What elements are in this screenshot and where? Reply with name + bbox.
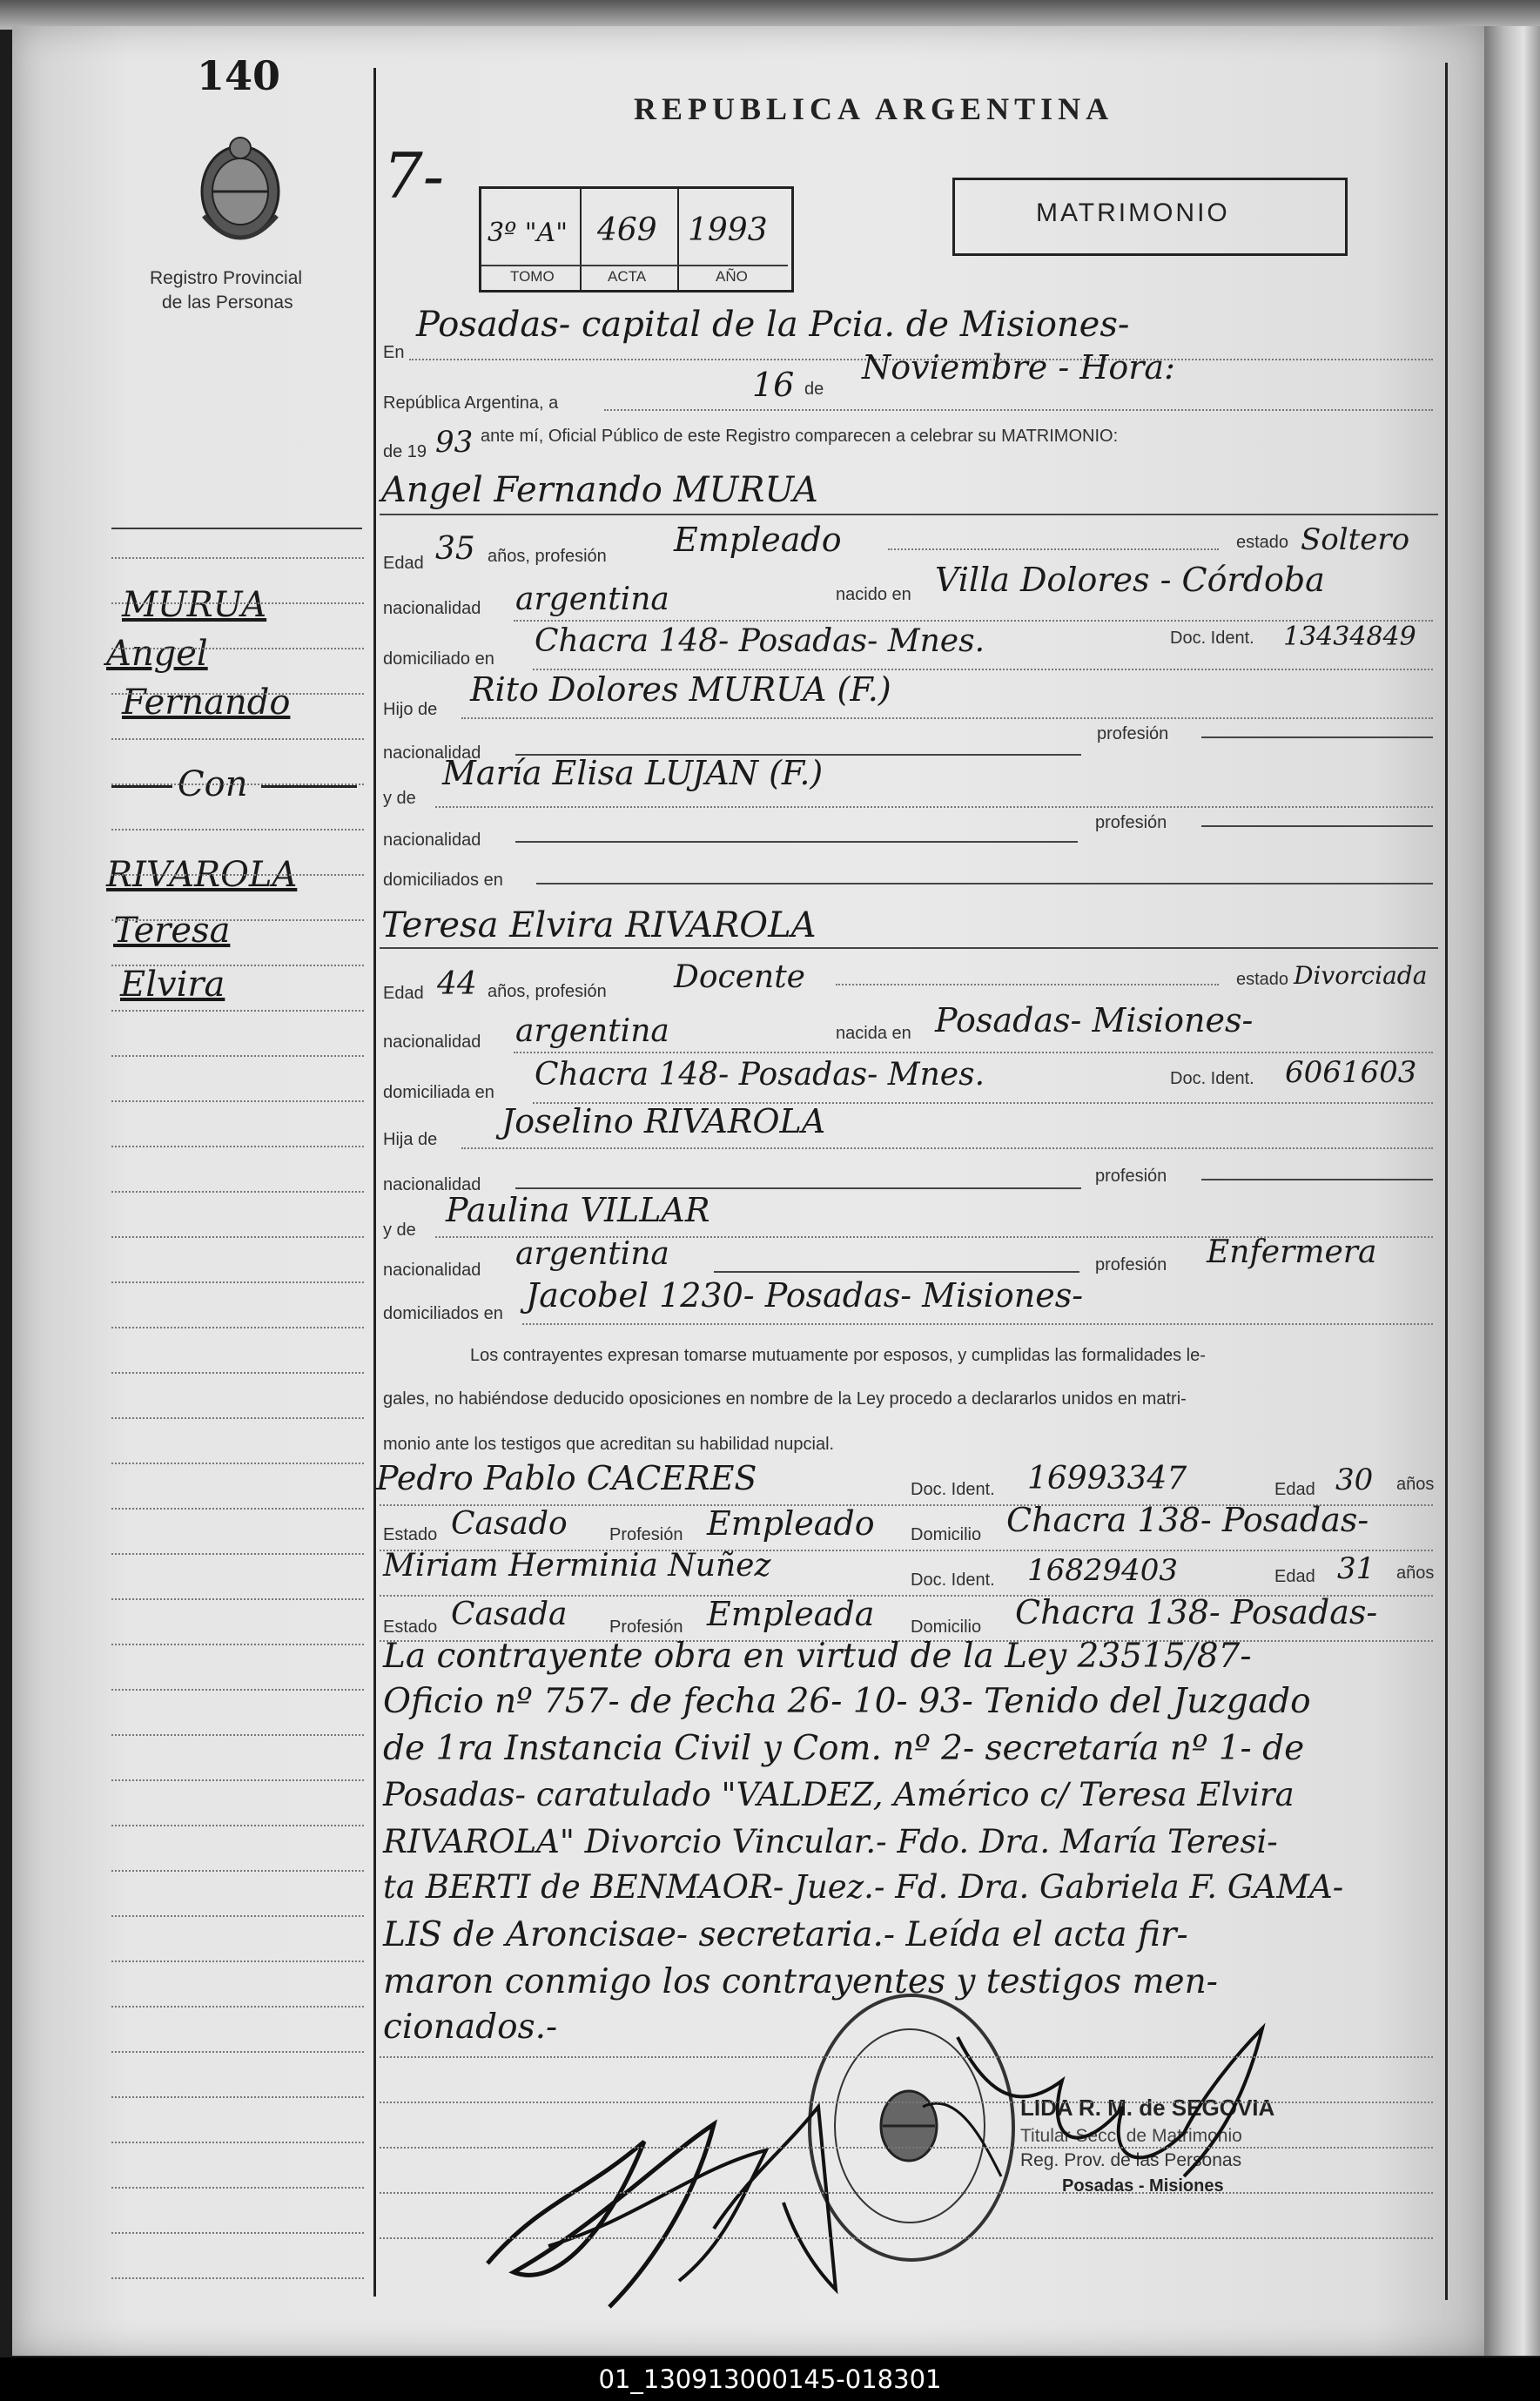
margin-ledger-line [111, 829, 364, 831]
note-line-9: cionados.- [383, 2008, 558, 2047]
witness-1-age: 30 [1335, 1463, 1374, 1497]
bride-profession: Docente [674, 959, 805, 995]
bride-estado-label: estado [1236, 970, 1289, 989]
rule [522, 1323, 1433, 1325]
bride-mother-profession: Enfermera [1207, 1234, 1377, 1270]
stamp-line-3: Reg. Prov. de las Personas [1020, 2150, 1242, 2170]
place-value: Posadas- capital de la Pcia. de Misiones- [416, 305, 1130, 345]
bride-nacionalidad-label: nacionalidad [383, 1032, 481, 1052]
witness-2-profession: Empleada [707, 1595, 875, 1633]
margin-ledger-line [111, 1055, 364, 1057]
rule [1201, 1179, 1433, 1180]
margin-ledger-line [111, 1779, 364, 1781]
groom-doc: 13434849 [1283, 622, 1416, 652]
groom-doc-label: Doc. Ident. [1170, 629, 1254, 648]
bride-father: Joselino RIVAROLA [501, 1102, 826, 1140]
appear-text: ante mí, Oficial Público de este Registro comparecen a celebrar su MATRIMONIO: [481, 427, 1119, 446]
registry-name-line1: Registro Provincial [150, 268, 303, 288]
groom-father: Rito Dolores MURUA (F.) [470, 670, 891, 709]
witness-1-doc: 16993347 [1027, 1461, 1187, 1496]
margin-ledger-line [111, 557, 364, 559]
margin-ledger-line [111, 874, 364, 876]
stamp-line-1: LIDA R. M. de SEGOVIA [1020, 2095, 1275, 2121]
bride-anos-profesion-label: años, profesión [488, 982, 607, 1001]
note-line-6: ta BERTI de BENMAOR- Juez.- Fd. Dra. Gabriela F. GAMA- [383, 1868, 1344, 1906]
margin-connector: Con [178, 764, 248, 804]
margin-groom-surname: MURUA [122, 585, 267, 625]
bride-doc-label: Doc. Ident. [1170, 1069, 1254, 1088]
margin-ledger-line [111, 1644, 364, 1645]
tomo-value: 3º "A" [488, 218, 568, 248]
witness-1-domicilio-label: Domicilio [911, 1525, 982, 1544]
margin-groom-given1: Angel [106, 634, 208, 674]
margin-ledger-line [111, 1960, 364, 1962]
bride-profesion-label-2: profesión [1095, 1255, 1167, 1274]
bride-profesion-label: profesión [1095, 1167, 1167, 1186]
declaration-line-3: monio ante los testigos que acreditan su habilidad nupcial. [383, 1435, 835, 1454]
groom-civil-status: Soltero [1301, 522, 1410, 557]
witness-2-status: Casada [451, 1597, 568, 1632]
groom-name: Angel Fernando MURUA [381, 470, 818, 510]
stamp-line-4: Posadas - Misiones [1062, 2176, 1224, 2196]
margin-ledger-line [111, 602, 364, 604]
groom-nacido-label: nacido en [836, 585, 911, 604]
note-line-7: LIS de Aroncisae- secretaria.- Leída el acta fir- [383, 1915, 1188, 1954]
body-ledger-line [380, 2237, 1433, 2239]
groom-hijo-label: Hijo de [383, 700, 438, 719]
groom-nationality: argentina [515, 582, 669, 617]
margin-ledger-line [111, 2142, 364, 2143]
top-edge [0, 0, 1540, 30]
margin-ledger-line [111, 965, 364, 966]
rule [1201, 736, 1433, 738]
margin-ledger-line [111, 1915, 364, 1917]
rule [515, 1187, 1081, 1189]
coat-of-arms-icon [186, 129, 294, 251]
groom-domiciliado-label: domiciliado en [383, 649, 494, 669]
margin-ledger-line [111, 1734, 364, 1736]
body-ledger-line [380, 2056, 1433, 2058]
groom-nacionalidad-label-3: nacionalidad [383, 831, 481, 850]
note-line-4: Posadas- caratulado "VALDEZ, Américo c/ Teresa Elvira [383, 1776, 1295, 1813]
month-value: Noviembre - Hora: [862, 348, 1175, 387]
note-line-3: de 1ra Instancia Civil y Com. nº 2- secretaría nº 1- de [383, 1729, 1305, 1768]
record-type: MATRIMONIO [1036, 198, 1230, 227]
bride-age: 44 [437, 966, 477, 1002]
body-ledger-line [380, 2192, 1433, 2194]
registry-name-line2: de las Personas [162, 293, 293, 313]
witness-1-status: Casado [451, 1506, 568, 1542]
box-divider-1 [580, 186, 582, 291]
folio-number: 140 [197, 52, 281, 99]
witness-2-anos-label: años [1396, 1564, 1435, 1583]
groom-edad-label: Edad [383, 554, 424, 573]
margin-ledger-line [111, 2187, 364, 2189]
bride-parents-address: Jacobel 1230- Posadas- Misiones- [526, 1276, 1084, 1315]
margin-ledger-line [111, 1010, 364, 1012]
bride-birthplace: Posadas- Misiones- [935, 1001, 1254, 1039]
note-line-5: RIVAROLA" Divorcio Vincular.- Fdo. Dra. María Teresi- [383, 1823, 1278, 1860]
groom-anos-profesion-label: años, profesión [488, 547, 607, 566]
tomo-label: TOMO [510, 268, 555, 285]
bride-hija-label: Hija de [383, 1130, 438, 1149]
margin-ledger-line [111, 2051, 364, 2053]
witness-2-name: Miriam Herminia Nuñez [383, 1548, 771, 1584]
groom-mother: María Elisa LUJAN (F.) [442, 754, 824, 792]
margin-ledger-line [111, 919, 364, 921]
margin-bride-given2: Elvira [120, 965, 225, 1005]
witness-1-edad-label: Edad [1274, 1480, 1315, 1499]
margin-ledger-line [111, 1100, 364, 1102]
rule [604, 409, 1433, 411]
groom-birthplace: Villa Dolores - Córdoba [935, 561, 1325, 599]
witness-1-profession: Empleado [707, 1504, 875, 1543]
margin-mark: 7- [383, 139, 445, 212]
margin-ledger-line [111, 1327, 364, 1328]
witness-1-estado-label: Estado [383, 1525, 438, 1544]
margin-ledger-line [111, 1236, 364, 1238]
rule [435, 806, 1433, 808]
margin-ledger-line [111, 2232, 364, 2234]
acta-value: 469 [597, 212, 657, 248]
anio-value: 1993 [688, 212, 768, 248]
image-code: 01_130913000145-018301 [0, 2357, 1540, 2401]
margin-ledger-line [111, 648, 364, 649]
margin-ledger-line [111, 2006, 364, 2008]
margin-ledger-line [111, 1281, 364, 1283]
margin-bride-surname: RIVAROLA [106, 855, 298, 895]
groom-yde-label: y de [383, 789, 416, 808]
day-value: 16 [752, 366, 795, 404]
anio-label: AÑO [716, 268, 748, 285]
margin-ledger-line [111, 1553, 364, 1555]
witness-1-address: Chacra 138- Posadas- [1006, 1501, 1369, 1539]
rule [836, 984, 1219, 985]
year-value: 93 [435, 425, 474, 460]
bride-yde-label: y de [383, 1221, 416, 1240]
bride-nacionalidad-label-3: nacionalidad [383, 1261, 481, 1280]
margin-ledger-line [111, 1191, 364, 1193]
body-ledger-line [380, 2102, 1433, 2103]
signatures-drawing [435, 2002, 1410, 2351]
rule [515, 841, 1078, 843]
body-ledger-line [380, 2147, 1433, 2149]
rule [514, 1052, 1433, 1053]
bride-nationality: argentina [515, 1013, 669, 1049]
declaration-line-2: gales, no habiéndose deducido oposiciones en nombre de la Ley procedo a declararlos unidos en matri- [383, 1389, 1187, 1409]
rule [461, 717, 1433, 719]
bride-mother: Paulina VILLAR [446, 1191, 710, 1229]
margin-bride-given1: Teresa [113, 911, 231, 951]
bride-domiciliada-label: domiciliada en [383, 1083, 494, 1102]
box-label-rule [481, 265, 788, 266]
margin-ledger-line [111, 1870, 364, 1872]
bride-address: Chacra 148- Posadas- Mnes. [535, 1057, 985, 1093]
book-spine [1484, 26, 1540, 2356]
bride-name: Teresa Elvira RIVAROLA [381, 905, 817, 945]
margin-ledger-line [111, 1825, 364, 1826]
right-border [1445, 63, 1448, 2300]
rule [461, 1147, 1433, 1149]
witness-2-estado-label: Estado [383, 1617, 438, 1637]
witness-2-profesion-label: Profesión [609, 1617, 683, 1637]
witness-1-profesion-label: Profesión [609, 1525, 683, 1544]
margin-ledger-line [111, 784, 364, 785]
margin-divider [373, 68, 376, 2297]
groom-profesion-label: profesión [1097, 724, 1169, 743]
witness-1-name: Pedro Pablo CACERES [376, 1459, 757, 1497]
witness-2-address: Chacra 138- Posadas- [1015, 1593, 1378, 1631]
bride-nacionalidad-label-2: nacionalidad [383, 1175, 481, 1194]
republica-label: República Argentina, a [383, 393, 559, 413]
groom-address: Chacra 148- Posadas- Mnes. [535, 623, 985, 659]
box-divider-2 [677, 186, 679, 291]
en-label: En [383, 343, 405, 362]
groom-profession: Empleado [674, 521, 842, 559]
margin-con-rule-left [111, 785, 172, 788]
witness-1-anos-label: años [1396, 1475, 1435, 1494]
rule [536, 883, 1433, 884]
rule [1201, 825, 1433, 827]
witness-2-doc-label: Doc. Ident. [911, 1570, 995, 1590]
rule [380, 947, 1438, 949]
margin-ledger-line [111, 1372, 364, 1374]
groom-estado-label: estado [1236, 533, 1289, 552]
bride-civil-status: Divorciada [1294, 961, 1428, 990]
bride-edad-label: Edad [383, 984, 424, 1003]
margin-ledger-line [111, 1689, 364, 1691]
bride-nacida-label: nacida en [836, 1024, 911, 1043]
bride-domiciliados-label: domiciliados en [383, 1304, 503, 1323]
bride-doc: 6061603 [1285, 1055, 1417, 1090]
rule [380, 514, 1438, 515]
witness-2-domicilio-label: Domicilio [911, 1617, 982, 1637]
rule [888, 548, 1219, 550]
margin-ledger-line [111, 1146, 364, 1147]
country-title: REPUBLICA ARGENTINA [634, 91, 1114, 126]
rule [714, 1271, 1079, 1273]
note-line-2: Oficio nº 757- de fecha 26- 10- 93- Tenido del Juzgado [383, 1682, 1311, 1721]
margin-ledger-line [111, 693, 364, 695]
year-prefix: de 19 [383, 442, 427, 461]
groom-profesion-label-2: profesión [1095, 813, 1167, 832]
margin-rule [111, 528, 362, 529]
margin-con-rule-right [261, 785, 357, 788]
note-line-8: maron conmigo los contrayentes y testigos men- [383, 1962, 1218, 2001]
note-line-1: La contrayente obra en virtud de la Ley 23515/87- [383, 1637, 1252, 1676]
witness-2-age: 31 [1337, 1551, 1375, 1586]
margin-ledger-line [111, 1463, 364, 1464]
margin-ledger-line [111, 1598, 364, 1600]
bride-mother-nationality: argentina [515, 1236, 669, 1272]
stamp-line-2: Titular Secc. de Matrimonio [1020, 2126, 1242, 2146]
declaration-line-1: Los contrayentes expresan tomarse mutuamente por esposos, y cumplidas las formalidades le- [470, 1346, 1206, 1365]
groom-nacionalidad-label: nacionalidad [383, 599, 481, 618]
groom-age: 35 [435, 531, 475, 567]
groom-domiciliados-label: domiciliados en [383, 871, 503, 890]
de-label: de [804, 380, 824, 399]
groom-nacionalidad-label-2: nacionalidad [383, 743, 481, 763]
margin-ledger-line [111, 2277, 364, 2279]
witness-1-doc-label: Doc. Ident. [911, 1480, 995, 1499]
margin-groom-given2: Fernando [122, 683, 291, 723]
margin-ledger-line [111, 1417, 364, 1419]
witness-2-doc: 16829403 [1027, 1553, 1179, 1588]
margin-ledger-line [111, 738, 364, 740]
margin-ledger-line [111, 1508, 364, 1510]
acta-label: ACTA [608, 268, 647, 285]
margin-ledger-line [111, 2096, 364, 2098]
witness-2-edad-label: Edad [1274, 1567, 1315, 1586]
